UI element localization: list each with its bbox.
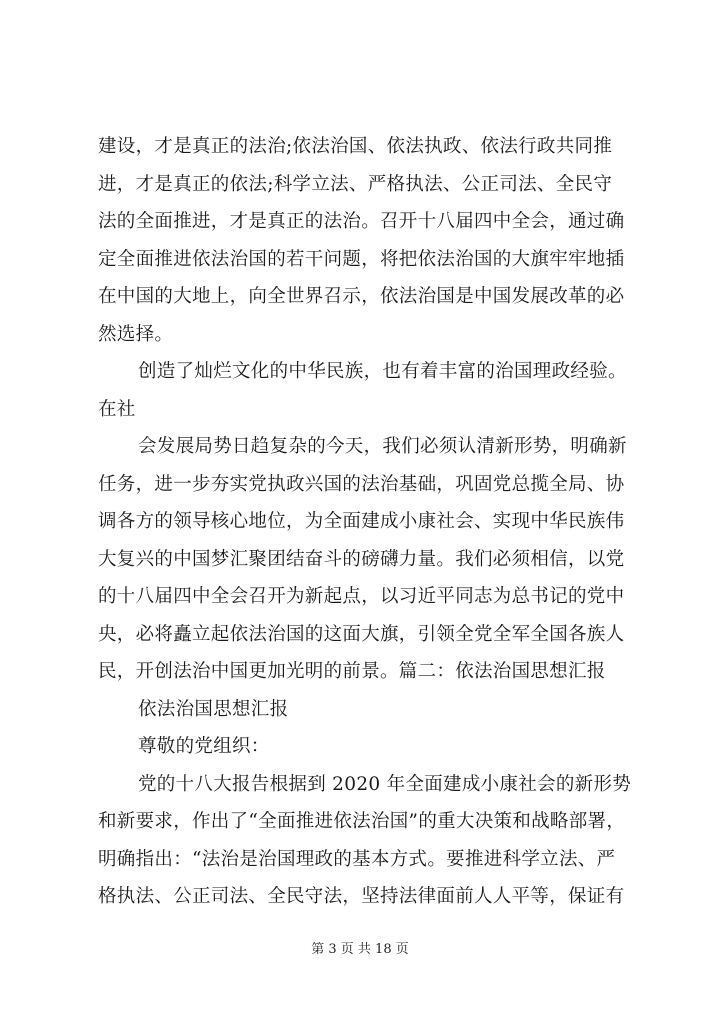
text-line: 会发展局势日趋复杂的今天，我们必须认清新形势，明确新 <box>138 436 627 457</box>
text-line: 尊敬的党组织： <box>138 736 270 757</box>
text-line: 建设，才是真正的法治;依法治国、依法执政、依法行政共同推 <box>98 136 613 157</box>
text-line: 然选择。 <box>98 323 174 345</box>
text-line: 民，开创法治中国更加光明的前景。篇二：依法治国思想汇报 <box>98 661 606 682</box>
text-line: 在社 <box>98 398 136 420</box>
page-footer: 第 3 页 共 18 页 <box>311 942 409 957</box>
text-line: 创造了灿烂文化的中华民族，也有着丰富的治国理政经验。 <box>138 361 627 382</box>
text-line: 格执法、公正司法、全民守法，坚持法律面前人人平等，保证有 <box>98 886 625 907</box>
text-line: 定全面推进依法治国的若干问题，将把依法治国的大旗牢牢地插 <box>98 248 625 270</box>
text-line: 的十八届四中全会召开为新起点，以习近平同志为总书记的党中 <box>98 586 625 607</box>
text-line: 党的十八大报告根据到 2020 年全面建成小康社会的新形势 <box>138 773 632 795</box>
text-line: 调各方的领导核心地位，为全面建成小康社会、实现中华民族伟 <box>98 511 625 532</box>
body-text <box>98 128 658 916</box>
text-line: 明确指出：“法治是治国理政的基本方式。要推进科学立法、严 <box>98 848 616 870</box>
text-line: 法的全面推进，才是真正的法治。召开十八届四中全会，通过确 <box>98 211 625 232</box>
text-line: 和新要求，作出了“全面推进依法治国”的重大决策和战略部署， <box>98 811 626 832</box>
text-line: 依法治国思想汇报 <box>138 698 289 720</box>
text-line: 任务，进一步夯实党执政兴国的法治基础，巩固党总揽全局、协 <box>98 473 625 495</box>
text-line: 央，必将矗立起依法治国的这面大旗，引领全党全军全国各族人 <box>98 623 625 645</box>
text-line: 进，才是真正的依法;科学立法、严格执法、公正司法、全民守 <box>98 173 613 195</box>
text-line: 大复兴的中国梦汇聚团结奋斗的磅礴力量。我们必须相信，以党 <box>98 548 625 570</box>
text-line: 在中国的大地上，向全世界召示，依法治国是中国发展改革的必 <box>98 286 625 307</box>
